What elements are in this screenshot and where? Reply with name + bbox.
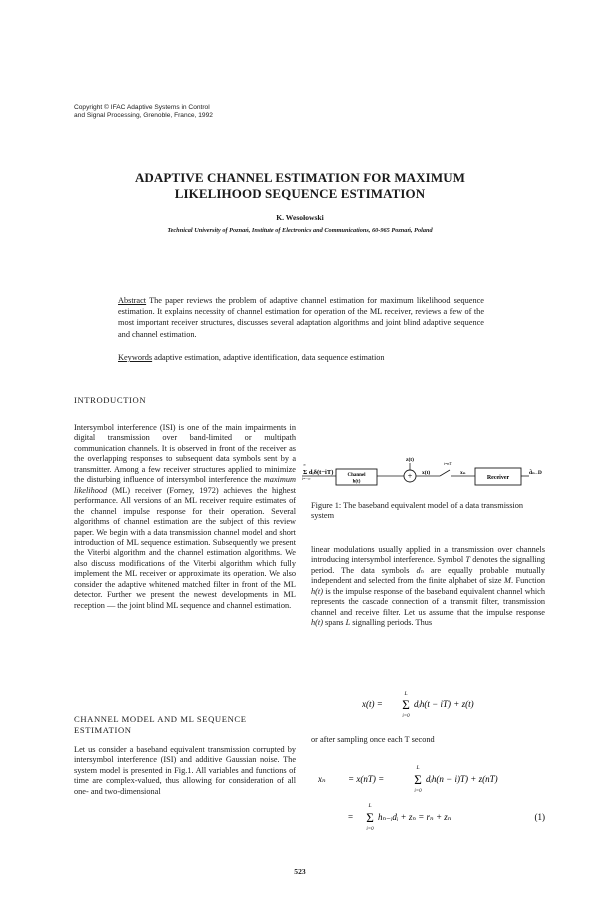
symbol-dn: dₙ: [416, 565, 424, 575]
equation-number: (1): [534, 812, 545, 822]
col2-text-e: is the impulse response of the baseband equivalent channel which represents the cascade connection of a transmit filter, transmission channel and receive filter. Let us assume that the impulse response: [311, 586, 545, 617]
col2-text-d: . Function: [510, 576, 545, 586]
signal-model-paragraph: [311, 545, 545, 629]
fig-sampler-label: t=nT: [444, 461, 452, 466]
fig-receiver-label: Receiver: [486, 475, 510, 481]
fig-sample-label: xₙ: [460, 470, 466, 476]
section-heading-channel-model: [74, 714, 296, 736]
title-line-2: LIKELIHOOD SEQUENCE ESTIMATION: [174, 186, 426, 201]
symbol-M: M: [504, 576, 511, 586]
eq2-sigma-icon: Σ: [414, 772, 422, 787]
title-line-1: ADAPTIVE CHANNEL ESTIMATION FOR MAXIMUM: [134, 170, 466, 185]
abstract-text: The paper reviews the problem of adaptive channel estimation for maximum likelihood sequence estimation. It explains necessity of channel estimation for operation of the ML receiver, reviews a few of the most important receiver structures, discusses several adaptation algorithms and joint blind adaptive sequence and channel estimation.: [118, 296, 484, 339]
intro-text-a: Intersymbol interference (ISI) is one of the main impairments in digital transmission over band-limited or multipath communication channels. It is observed in front of the receiver as the overlapping responses to subsequent data symbols sent by a transmitter. Among a few receiver structures applied to minimize the disturbing influence of intersymbol interference the: [74, 423, 296, 485]
figure-1-block-diagram: [300, 455, 545, 497]
page-number: 523: [294, 867, 306, 876]
fig-sampler-switch: [440, 470, 450, 476]
sampling-text: or after sampling once each T second: [311, 735, 435, 744]
col2-text-c: are equally probable mutually independent and selected from the finite alphabet of size: [311, 565, 545, 586]
fig-signal-label: x(t): [422, 470, 431, 476]
eq3-equals: =: [348, 812, 354, 822]
author-affiliation: Technical University of Poznań, Institute of Electronics and Communications, 60-965 Poznań, Poland: [167, 227, 433, 234]
eq1-sigma-icon: Σ: [402, 697, 410, 712]
keywords-label: Keywords: [118, 353, 153, 362]
channel-heading-line-1: CHANNEL MODEL AND ML SEQUENCE: [74, 714, 247, 724]
equation-continuous-model: [362, 687, 512, 721]
paper-title: [70, 170, 530, 202]
eq3-sum-bottom: i=0: [366, 827, 374, 832]
keywords-text: adaptive estimation, adaptive identification, data sequence estimation: [152, 353, 385, 362]
eq3-sigma-icon: Σ: [366, 810, 374, 825]
section-heading-introduction: INTRODUCTION: [74, 395, 147, 405]
copyright-notice: [74, 104, 334, 121]
fig-channel-h: h(t): [352, 479, 361, 485]
symbol-T: T: [465, 555, 471, 565]
eq2-lhs: xₙ: [318, 774, 326, 784]
equation-sampled-model: [318, 762, 545, 794]
eq1-lhs: x(t) =: [362, 699, 383, 709]
channel-model-paragraph: Let us consider a baseband equivalent transmission corrupted by intersymbol interference (ISI) and additive Gaussian noise. The system model is presented in Fig.1. All variables and functions of time are complex-valued, thus allowing for consideration of all one- and two-dimensional: [74, 745, 296, 796]
fig-adder-plus-icon: +: [407, 471, 413, 481]
channel-heading-line-2: ESTIMATION: [74, 725, 132, 735]
abstract: [118, 295, 484, 340]
col2-text-g: signalling periods. Thus: [350, 618, 433, 628]
symbol-ht: h(t): [311, 586, 323, 596]
eq3-sum-top: L: [368, 803, 372, 809]
eq2-rhs: dᵢh(n − i)T) + z(nT): [426, 774, 498, 784]
copyright-line-2: and Signal Processing, Grenoble, France, 1992: [74, 112, 213, 120]
abstract-label: Abstract: [118, 296, 147, 305]
fig-input-label: Σ dᵢδ(t−iT): [303, 469, 334, 476]
col2-text-f: spans: [322, 618, 346, 628]
equation-discrete-channel: [318, 800, 545, 834]
fig-output-label: d̂ₙ₋D: [529, 470, 542, 476]
fig-channel-label: Channel: [347, 473, 366, 478]
fig-sum-top: ∞: [303, 462, 306, 467]
eq3-rhs: hₙ₋ᵢdᵢ + zₙ = rₙ + zₙ: [378, 812, 452, 822]
symbol-L: L: [345, 618, 351, 628]
fig-sum-limits: i=−∞: [302, 476, 311, 481]
intro-text-emphasis: maximum likelihood: [74, 475, 296, 495]
copyright-line-1: Copyright © IFAC Adaptive Systems in Control: [74, 104, 210, 111]
eq2-mid: = x(nT) =: [348, 774, 385, 784]
keywords: [118, 352, 498, 363]
eq2-sum-top: L: [416, 765, 420, 771]
eq1-sum-top: L: [404, 691, 408, 697]
col2-text-a: linear modulations usually applied in a transmission over channels introducing intersymbol interference. Symbol: [311, 545, 545, 565]
eq1-sum-bottom: i=0: [402, 714, 410, 719]
figure-1-caption: Figure 1: The baseband equivalent model of a data transmission system: [311, 501, 524, 521]
symbol-ht-2: h(t): [311, 618, 323, 628]
introduction-paragraph: [74, 423, 296, 611]
author-name: K. Wesołowski: [276, 213, 324, 222]
fig-noise-label: z(t): [406, 457, 414, 463]
intro-text-b: (ML) receiver (Forney, 1972) achieves the highest performance. All versions of an ML receiver require estimates of the channel impulse response for their operation. Several algorithms of channel estimation are the subject of this review paper. We begin with a data transmission channel model and short introduction of ML sequence estimation. Subsequently we present the Viterbi algorithm and the channel estimation algorithms. We also discuss modifications of the Viterbi algorithm which fully implement the ML receiver or approximate its operation. We also consider the adaptive whitened matched filter in front of the ML detector. Further we present the newest developments in ML reception — the joint blind ML sequence and channel estimation.: [74, 485, 296, 610]
eq2-sum-bottom: i=0: [414, 789, 422, 794]
col2-text-b: denotes the signalling period. The data symbols: [311, 555, 545, 575]
eq1-rhs: dᵢh(t − iT) + z(t): [414, 699, 474, 709]
